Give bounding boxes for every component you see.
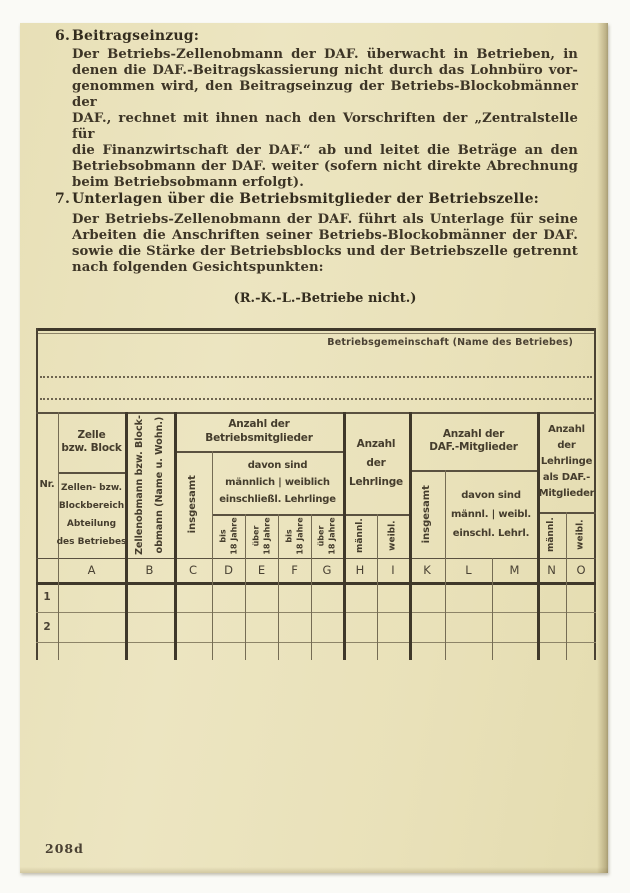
header-line: Blockbereich: [58, 501, 125, 511]
header-line: männl.: [354, 518, 365, 554]
header-line: Anzahl der: [442, 427, 505, 440]
page-number: 208d: [45, 841, 84, 856]
row-number-1: 1: [43, 591, 51, 604]
header-line: als DAF.-: [542, 472, 591, 483]
header-anzahl-betriebsmitglieder: [174, 412, 344, 451]
header-line: Zellen- bzw.: [60, 483, 123, 493]
header-insgesamt-daf-rotated: [409, 470, 445, 558]
header-line: einschließl. Lehrlinge: [219, 494, 336, 505]
header-anzahl-lehrlinge: [343, 412, 409, 514]
header-nr: Nr.: [39, 478, 55, 490]
body-row-rule: [36, 642, 596, 643]
header-line: der: [366, 456, 386, 469]
col-letter-c: C: [188, 563, 198, 578]
rule-below-letters: [36, 582, 596, 585]
section-6-number: 6.: [55, 28, 71, 44]
col-letter-o: O: [576, 563, 586, 578]
header-line: Betriebsmitglieder: [205, 431, 313, 444]
header-line: DAF.-Mitglieder: [429, 441, 518, 453]
dotted-fill-line: [40, 376, 592, 378]
header-anzahl-lehrlinge-daf: [537, 412, 596, 512]
header-zelle-block: [58, 412, 125, 472]
col-letter-f: F: [291, 563, 298, 578]
header-line: Lehrlinge: [540, 456, 593, 467]
header-bis18-m-rotated: [212, 514, 245, 558]
col-letter-h: H: [355, 563, 365, 578]
paragraph-line: denen die DAF.-Beitragskassierung nicht durch das Lohnbüro vor-: [72, 63, 578, 78]
paragraph-line: Betriebsobmann der DAF. weiter (sofern nicht direkte Abrechnung: [72, 159, 578, 174]
membership-form-table: [36, 328, 596, 662]
section-7-heading: [55, 191, 539, 207]
header-line: insgesamt: [420, 484, 432, 544]
header-line: insgesamt: [186, 475, 198, 534]
header-line: 18 Jahre: [295, 517, 305, 555]
header-line: männl. | weibl.: [450, 508, 532, 520]
header-line: Anzahl: [356, 437, 396, 450]
paragraph-line: Arbeiten die Anschriften seiner Betriebs-Blockobmänner der DAF.: [72, 228, 578, 243]
header-line: 18 Jahre: [262, 517, 272, 555]
header-lehrlinge-maennl-rotated: [343, 514, 377, 558]
header-zellenbereich: [58, 472, 125, 558]
paragraph-line: nach folgenden Gesichtspunkten:: [72, 260, 324, 275]
header-line: bzw. Block: [61, 442, 122, 454]
header-line: bis: [218, 529, 228, 543]
paragraph-line: DAF., rechnet mit ihnen nach den Vorschriften der „Zentralstelle für: [72, 111, 578, 142]
header-line: obmann (Name u. Wohn.): [153, 416, 165, 554]
col-letter-e: E: [257, 563, 266, 578]
header-line: des Betriebes: [56, 537, 127, 547]
col-letter-l: L: [465, 563, 472, 578]
col-letter-m: M: [509, 563, 520, 578]
section-6-title: Beitragseinzug:: [72, 28, 200, 44]
header-lehrlinge-weibl-rotated: [377, 514, 409, 558]
header-line: über: [317, 525, 327, 547]
header-line: männl.: [545, 517, 556, 553]
header-lehrlinge-daf-maennl-rotated: [537, 512, 566, 558]
header-ueber18-m-rotated: [245, 514, 278, 558]
header-lehrlinge-daf-weibl-rotated: [566, 512, 596, 558]
header-line: über: [251, 525, 261, 547]
header-line: 18 Jahre: [328, 517, 338, 555]
header-bis18-w-rotated: [278, 514, 311, 558]
company-name-label: Betriebsgemeinschaft (Name des Betriebes): [327, 337, 573, 348]
header-line: 18 Jahre: [229, 517, 239, 555]
row-number-2: 2: [43, 621, 51, 634]
section-7-paragraph: [72, 212, 578, 276]
paragraph-line: Der Betriebs-Zellenobmann der DAF. führt als Unterlage für seine: [72, 212, 578, 227]
header-line: Zellenobmann bzw. Block-: [133, 415, 145, 555]
header-line: Mitglieder: [538, 488, 595, 499]
header-line: davon sind: [461, 489, 521, 501]
header-ueber18-w-rotated: [311, 514, 343, 558]
header-line: männlich | weiblich: [225, 477, 330, 488]
header-line: einschl. Lehrl.: [452, 527, 530, 539]
header-line: weibl.: [387, 520, 398, 552]
body-row-rule: [36, 612, 596, 613]
header-insgesamt-betrieb-rotated: [174, 451, 212, 558]
section-7-number: 7.: [55, 191, 71, 207]
header-line: weibl.: [575, 519, 586, 551]
paragraph-line: beim Betriebsobmann erfolgt).: [72, 175, 304, 190]
header-line: der: [557, 440, 576, 451]
header-line: bis: [284, 529, 294, 543]
header-line: Anzahl der: [228, 418, 290, 431]
col-letter-d: D: [224, 563, 233, 578]
header-davon-sind-betrieb: [212, 451, 343, 514]
header-zellenobmann-rotated: [125, 412, 174, 558]
document-page: [20, 23, 608, 873]
section-6-heading: [55, 28, 199, 44]
exception-note: (R.-K.-L.-Betriebe nicht.): [233, 291, 417, 306]
col-letter-k: K: [423, 563, 431, 578]
col-letter-i: I: [391, 563, 395, 578]
dotted-fill-line: [40, 398, 592, 400]
paragraph-line: die Finanzwirtschaft der DAF.“ ab und leitet die Beträge an den: [72, 143, 578, 158]
section-7-title: Unterlagen über die Betriebsmitglieder der Betriebszelle:: [72, 191, 540, 207]
col-letter-n: N: [547, 563, 556, 578]
header-davon-sind-daf: [445, 470, 537, 558]
paragraph-line: genommen wird, den Beitragseinzug der Betriebs-Blockobmänner der: [72, 79, 578, 110]
table-top-rule: [36, 328, 596, 331]
header-anzahl-daf-mitglieder: [409, 412, 538, 470]
col-letter-b: B: [145, 563, 154, 578]
col-letter-g: G: [322, 563, 332, 578]
paragraph-line: sowie die Stärke der Betriebsblocks und der Betriebszelle getrennt: [72, 244, 578, 259]
header-line: Anzahl: [548, 424, 585, 435]
paragraph-line: Der Betriebs-Zellenobmann der DAF. überwacht in Betrieben, in: [72, 47, 578, 62]
table-top-rule-2: [36, 333, 596, 334]
header-line: Abteilung: [66, 519, 117, 529]
section-6-paragraph: [72, 47, 578, 191]
col-letter-a: A: [87, 563, 96, 578]
header-line: Zelle: [77, 428, 106, 441]
header-line: davon sind: [247, 460, 308, 471]
header-line: Lehrlinge: [349, 475, 403, 488]
